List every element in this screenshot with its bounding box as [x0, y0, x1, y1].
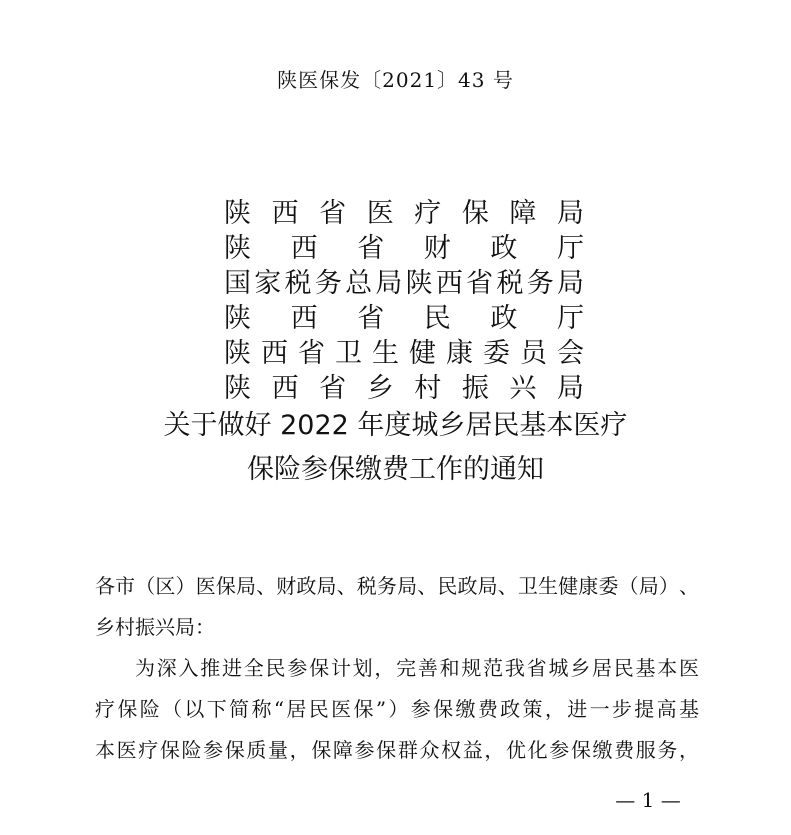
issuer-line: 陕​西​省​医​疗​保​障​局	[224, 198, 584, 229]
body-paragraph	[95, 648, 699, 771]
issuer-line: 陕​西​省​卫​生​健​康​委​员​会	[224, 338, 584, 369]
paragraph-line: 本​医​疗​保​险​参​保​质​量​，​保​障​参​保​群​众​权​益​，​优​化​参​保​缴​费​服​务​，	[95, 738, 699, 762]
page-number: — 1 —	[615, 788, 681, 812]
salutation-line: 各​市​（​区​）​医​保​局​、​财​政​局​、​税​务​局​、​民​政​局​、​卫​生​健​康​委​（​局​）​、	[95, 574, 699, 598]
issuer-line: 国​家​税​务​总​局​陕​西​省​税​务​局	[224, 268, 584, 299]
issuer-line: 陕​西​省​民​政​厅	[224, 303, 584, 334]
issuer-line: 陕​西​省​财​政​厅	[224, 233, 584, 264]
paragraph-line: 为​深​入​推​进​全​民​参​保​计​划​，​完​善​和​规​范​我​省​城​乡​居​民​基​本​医	[135, 656, 699, 680]
issuer-line: 陕​西​省​乡​村​振​兴​局	[224, 373, 584, 404]
document-number: 陕医保发〔2021〕43 号	[277, 68, 514, 92]
salutation-line: 乡​村​振​兴​局​：	[95, 615, 215, 639]
issuing-authorities	[224, 196, 584, 406]
paragraph-line: 疗​保​险​（​以​下​简​称​“​居​民​医​保​”​）​参​保​缴​费​政​策​，​进​一​步​提​高​基	[95, 697, 699, 721]
document-title-line: 关于做好 2022 年度城乡居民基本医疗	[163, 410, 628, 441]
document-title-line: 保险参保缴费工作的通知	[247, 454, 544, 485]
salutation	[95, 566, 699, 648]
